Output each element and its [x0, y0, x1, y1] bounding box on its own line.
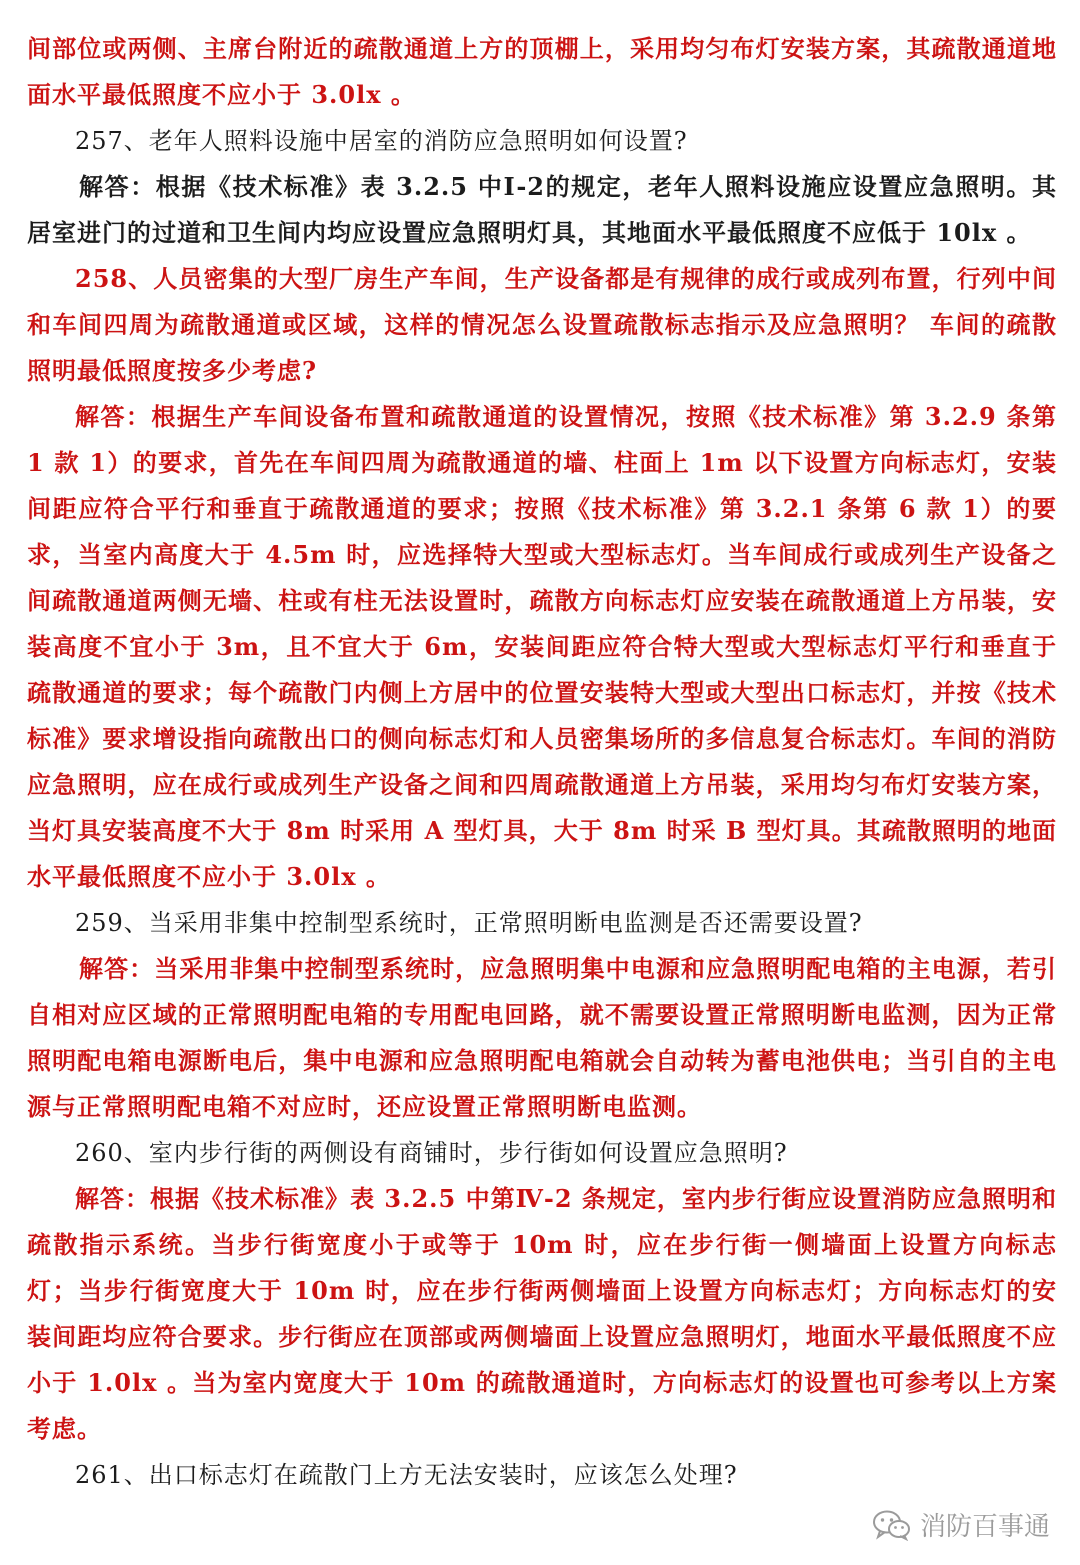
question-260: 260、室内步行街的两侧设有商铺时，步行街如何设置应急照明? [75, 1139, 788, 1167]
question-259: 259、当采用非集中控制型系统时，正常照明断电监测是否还需要设置? [75, 909, 863, 937]
question-261: 261、出口标志灯在疏散门上方无法安装时，应该怎么处理? [75, 1461, 738, 1489]
answer-260: 解答：根据《技术标准》表 3.2.5 中第Ⅳ-2 条规定，室内步行街应设置消防应急照明和疏散指示系统。当步行街宽度小于或等于 10m 时，应在步行街一侧墙面上设置方向标志灯；当步行街宽度大于 10m 时，应在步行街两侧墙面上设置方向标志灯；方向标志灯的安装间距均应符合要求。步行街应在顶部或两侧墙面上设置应急照明灯，地面水平最低照度不应小于 1.0lx 。当为室内宽度大于 10m 的疏散通道时，方向标志灯的设置也可参考以上方案考虑。 [27, 1184, 1057, 1443]
answer-259: 解答：当采用非集中控制型系统时，应急照明集中电源和应急照明配电箱的主电源，若引自相对应区域的正常照明配电箱的专用配电回路，就不需要设置正常照明断电监测，因为正常照明配电箱电源断电后，集中电源和应急照明配电箱就会自动转为蓄电池供电；当引自的主电源与正常照明配电箱不对应时，还应设置正常照明断电监测。 [27, 954, 1057, 1121]
answer-257: 解答：根据《技术标准》表 3.2.5 中Ⅰ-2的规定，老年人照料设施应设置应急照明。其居室进门的过道和卫生间内均应设置应急照明灯具，其地面水平最低照度不应低于 10lx 。 [27, 172, 1057, 247]
paragraph-continuation: 间部位或两侧、主席台附近的疏散通道上方的顶棚上，采用均匀布灯安装方案，其疏散通道地面水平最低照度不应小于 3.0lx 。 [27, 34, 1057, 109]
answer-258: 解答：根据生产车间设备布置和疏散通道的设置情况，按照《技术标准》第 3.2.9 条第 1 款 1）的要求，首先在车间四周为疏散通道的墙、柱面上 1m 以下设置方向标志灯，安装间距应符合平行和垂直于疏散通道的要求；按照《技术标准》第 3.2.1 条第 6 款 1）的要求，当室内高度大于 4.5m 时，应选择特大型或大型标志灯。当车间成行或成列生产设备之间疏散通道两侧无墙、柱或有柱无法设置时，疏散方向标志灯应安装在疏散通道上方吊装，安装高度不宜小于 3m，且不宜大于 6m，安装间距应符合特大型或大型标志灯平行和垂直于疏散通道的要求；每个疏散门内侧上方居中的位置安装特大型或大型出口标志灯，并按《技术标准》要求增设指向疏散出口的侧向标志灯和人员密集场所的多信息复合标志灯。车间的消防应急照明，应在成行或成列生产设备之间和四周疏散通道上方吊装，采用均匀布灯安装方案，当灯具安装高度不大于 8m 时采用 A 型灯具，大于 8m 时采 B 型灯具。其疏散照明的地面水平最低照度不应小于 3.0lx 。 [27, 402, 1057, 891]
question-257: 257、老年人照料设施中居室的消防应急照明如何设置? [75, 127, 688, 155]
question-258: 258、人员密集的大型厂房生产车间，生产设备都是有规律的成行或成列布置，行列中间和车间四周为疏散通道或区域，这样的情况怎么设置疏散标志指示及应急照明？ 车间的疏散照明最低照度按多少考虑? [27, 264, 1057, 385]
watermark-text: 消防百事通 [919, 1512, 1050, 1542]
watermark [872, 1506, 1050, 1543]
wechat-icon [872, 1509, 912, 1541]
document-body [27, 26, 1057, 1498]
